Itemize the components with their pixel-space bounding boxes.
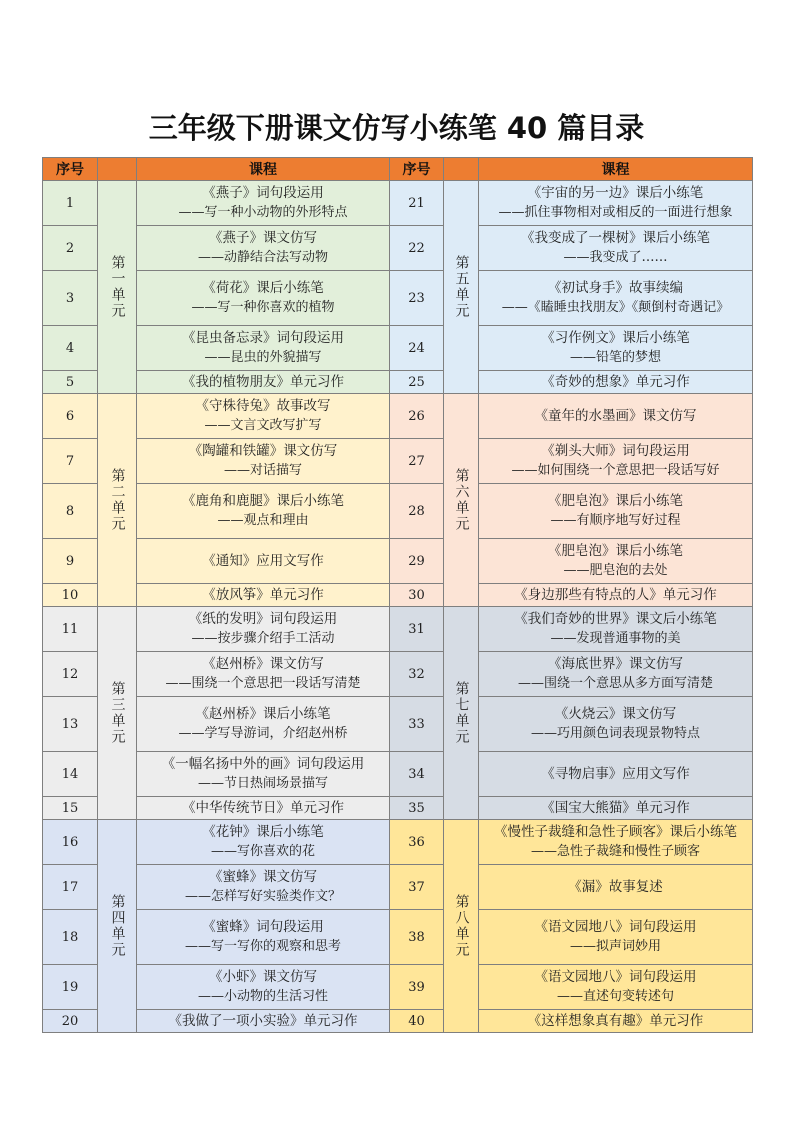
row-number: 34 xyxy=(389,751,444,797)
row-number: 4 xyxy=(42,325,98,371)
course-entry xyxy=(478,438,753,484)
course-title: 《守株待兔》故事改写 xyxy=(195,398,331,414)
course-title: 《宇宙的另一边》课后小练笔 xyxy=(527,185,704,201)
course-title: 《赵州桥》课后小练笔 xyxy=(195,706,331,722)
course-title: 《蜜蜂》课文仿写 xyxy=(209,869,317,885)
course-subtitle: ——写一写你的观察和思考 xyxy=(184,939,341,954)
row-number: 26 xyxy=(389,393,444,439)
course-subtitle: ——对话描写 xyxy=(223,463,302,478)
course-title: 《肥皂泡》课后小练笔 xyxy=(548,493,683,509)
row-number: 18 xyxy=(42,909,98,965)
header-course-right: 课程 xyxy=(478,157,753,181)
course-title: 《火烧云》课文仿写 xyxy=(554,706,677,722)
course-title: 《习作例文》课后小练笔 xyxy=(541,330,690,346)
row-number: 16 xyxy=(42,819,98,865)
course-entry xyxy=(136,864,390,910)
course-subtitle: ——《瞌睡虫找朋友》《颠倒村奇遇记》 xyxy=(501,300,730,315)
course-subtitle: ——写一种你喜欢的植物 xyxy=(191,300,335,315)
unit-label xyxy=(443,393,479,607)
course-entry xyxy=(136,1009,390,1033)
course-subtitle: ——铅笔的梦想 xyxy=(569,350,661,365)
row-number: 13 xyxy=(42,696,98,752)
course-entry xyxy=(478,909,753,965)
row-number: 19 xyxy=(42,964,98,1010)
course-title: 《昆虫备忘录》词句段运用 xyxy=(182,330,344,346)
page-title: 三年级下册课文仿写小练笔 40 篇目录 xyxy=(148,111,645,145)
course-entry xyxy=(136,651,390,697)
row-number: 31 xyxy=(389,606,444,652)
course-subtitle: ——怎样写好实验类作文？ xyxy=(184,889,341,904)
course-entry xyxy=(136,393,390,439)
row-number: 33 xyxy=(389,696,444,752)
course-entry xyxy=(136,909,390,965)
row-number: 37 xyxy=(389,864,444,910)
row-number: 6 xyxy=(42,393,98,439)
course-subtitle: ——围绕一个意思把一段话写清楚 xyxy=(165,676,361,691)
course-title: 《漏》故事复述 xyxy=(568,879,663,895)
course-subtitle: ——节日热闹场景描写 xyxy=(197,776,328,791)
course-title: 《赵州桥》课文仿写 xyxy=(202,656,324,672)
row-number: 39 xyxy=(389,964,444,1010)
row-number: 27 xyxy=(389,438,444,484)
unit-label xyxy=(443,180,479,394)
course-entry xyxy=(136,270,390,326)
course-entry xyxy=(478,180,753,226)
row-number: 32 xyxy=(389,651,444,697)
course-entry xyxy=(478,393,753,439)
toc-table xyxy=(42,157,752,1029)
header-unit-right xyxy=(443,157,479,181)
unit-label-text: 第八单元 xyxy=(453,894,470,958)
row-number: 25 xyxy=(389,370,444,394)
row-number: 24 xyxy=(389,325,444,371)
course-entry xyxy=(136,964,390,1010)
course-title: 《剃头大师》词句段运用 xyxy=(541,443,690,459)
course-entry xyxy=(478,651,753,697)
course-subtitle: ——肥皂泡的去处 xyxy=(563,563,668,578)
course-title: 《鹿角和鹿腿》课后小练笔 xyxy=(182,493,344,509)
course-subtitle: ——写一种小动物的外形特点 xyxy=(178,205,348,220)
course-subtitle: ——急性子裁缝和慢性子顾客 xyxy=(530,844,700,859)
unit-label-text: 第六单元 xyxy=(453,468,470,532)
unit-label-text: 第四单元 xyxy=(109,894,126,958)
course-entry xyxy=(478,225,753,271)
course-entry xyxy=(478,270,753,326)
unit-label xyxy=(97,819,137,1033)
row-number: 11 xyxy=(42,606,98,652)
course-title: 《我的植物朋友》单元习作 xyxy=(182,374,344,390)
course-subtitle: ——学写导游词，介绍赵州桥 xyxy=(178,726,348,741)
course-title: 《小虾》课文仿写 xyxy=(209,969,317,985)
row-number: 20 xyxy=(42,1009,98,1033)
row-number: 29 xyxy=(389,538,444,584)
course-title: 《我们奇妙的世界》课文后小练笔 xyxy=(514,611,717,627)
course-title: 《荷花》课后小练笔 xyxy=(202,280,324,296)
course-title: 《花钟》课后小练笔 xyxy=(202,824,324,840)
course-subtitle: ——昆虫的外貌描写 xyxy=(204,350,322,365)
course-entry xyxy=(478,864,753,910)
row-number: 8 xyxy=(42,483,98,539)
unit-label-text: 第五单元 xyxy=(453,255,470,319)
course-entry xyxy=(478,483,753,539)
unit-label-text: 第一单元 xyxy=(109,255,126,319)
course-subtitle: ——小动物的生活习性 xyxy=(197,989,328,1004)
course-entry xyxy=(478,696,753,752)
header-unit-left xyxy=(97,157,137,181)
course-subtitle: ——发现普通事物的美 xyxy=(550,631,681,646)
course-title: 《海底世界》课文仿写 xyxy=(548,656,683,672)
course-entry xyxy=(478,751,753,797)
course-title: 《通知》应用文写作 xyxy=(202,553,324,569)
course-entry xyxy=(136,483,390,539)
course-title: 《我变成了一棵树》课后小练笔 xyxy=(521,230,710,246)
course-entry xyxy=(478,538,753,584)
header-course-left: 课程 xyxy=(136,157,390,181)
course-subtitle: ——如何围绕一个意思把一段话写好 xyxy=(511,463,720,478)
course-entry xyxy=(478,370,753,394)
row-number: 10 xyxy=(42,583,98,607)
course-title: 《中华传统节日》单元习作 xyxy=(182,800,344,816)
course-title: 《纸的发明》词句段运用 xyxy=(188,611,338,627)
course-entry xyxy=(478,964,753,1010)
row-number: 7 xyxy=(42,438,98,484)
course-title: 《陶罐和铁罐》课文仿写 xyxy=(188,443,338,459)
unit-label xyxy=(443,606,479,820)
course-title: 《慢性子裁缝和急性子顾客》课后小练笔 xyxy=(494,824,737,840)
row-number: 38 xyxy=(389,909,444,965)
course-subtitle: ——观点和理由 xyxy=(217,513,309,528)
unit-label xyxy=(97,180,137,394)
unit-label-text: 第二单元 xyxy=(109,468,126,532)
course-title: 《初试身手》故事续编 xyxy=(548,280,683,296)
unit-label-text: 第七单元 xyxy=(453,681,470,745)
row-number: 5 xyxy=(42,370,98,394)
course-title: 《燕子》词句段运用 xyxy=(202,185,324,201)
course-subtitle: ——按步骤介绍手工活动 xyxy=(191,631,335,646)
unit-label xyxy=(443,819,479,1033)
course-entry xyxy=(136,180,390,226)
course-subtitle: ——巧用颜色词表现景物特点 xyxy=(530,726,700,741)
course-subtitle: ——写你喜欢的花 xyxy=(210,844,315,859)
course-title: 《身边那些有特点的人》单元习作 xyxy=(514,587,717,603)
row-number: 35 xyxy=(389,796,444,820)
course-subtitle: ——拟声词妙用 xyxy=(569,939,661,954)
course-entry xyxy=(478,325,753,371)
row-number: 15 xyxy=(42,796,98,820)
row-number: 1 xyxy=(42,180,98,226)
course-entry xyxy=(136,696,390,752)
course-title: 《奇妙的想象》单元习作 xyxy=(541,374,690,390)
row-number: 36 xyxy=(389,819,444,865)
course-entry xyxy=(136,438,390,484)
row-number: 40 xyxy=(389,1009,444,1033)
course-title: 《一幅名扬中外的画》词句段运用 xyxy=(161,756,365,772)
course-subtitle: ——有顺序地写好过程 xyxy=(550,513,681,528)
course-title: 《语文园地八》词句段运用 xyxy=(534,919,697,935)
course-entry xyxy=(136,583,390,607)
course-entry xyxy=(478,1009,753,1033)
course-entry xyxy=(136,751,390,797)
course-title: 《语文园地八》词句段运用 xyxy=(534,969,697,985)
row-number: 14 xyxy=(42,751,98,797)
course-entry xyxy=(136,538,390,584)
course-title: 《国宝大熊猫》单元习作 xyxy=(541,800,690,816)
row-number: 28 xyxy=(389,483,444,539)
unit-label xyxy=(97,393,137,607)
course-entry xyxy=(136,370,390,394)
row-number: 9 xyxy=(42,538,98,584)
course-title: 《放风筝》单元习作 xyxy=(202,587,324,603)
course-subtitle: ——动静结合法写动物 xyxy=(197,250,328,265)
course-title: 《寻物启事》应用文写作 xyxy=(541,766,690,782)
course-title: 《燕子》课文仿写 xyxy=(209,230,317,246)
course-subtitle: ——文言文改写扩写 xyxy=(204,418,322,433)
row-number: 2 xyxy=(42,225,98,271)
unit-label xyxy=(97,606,137,820)
course-title: 《肥皂泡》课后小练笔 xyxy=(548,543,683,559)
course-subtitle: ——围绕一个意思从多方面写清楚 xyxy=(517,676,713,691)
row-number: 23 xyxy=(389,270,444,326)
row-number: 30 xyxy=(389,583,444,607)
course-entry xyxy=(136,325,390,371)
course-subtitle: ——抓住事物相对或相反的一面进行想象 xyxy=(498,205,733,220)
row-number: 17 xyxy=(42,864,98,910)
course-entry xyxy=(478,583,753,607)
course-entry xyxy=(478,819,753,865)
row-number: 21 xyxy=(389,180,444,226)
course-title: 《我做了一项小实验》单元习作 xyxy=(168,1013,358,1029)
course-entry xyxy=(136,819,390,865)
row-number: 12 xyxy=(42,651,98,697)
header-num-left: 序号 xyxy=(42,157,98,181)
course-entry xyxy=(478,796,753,820)
course-subtitle: ——直述句变转述句 xyxy=(556,989,674,1004)
course-entry xyxy=(136,796,390,820)
course-subtitle: ——我变成了…… xyxy=(563,250,668,265)
course-entry xyxy=(478,606,753,652)
course-entry xyxy=(136,225,390,271)
course-title: 《这样想象真有趣》单元习作 xyxy=(527,1013,704,1029)
row-number: 22 xyxy=(389,225,444,271)
unit-label-text: 第三单元 xyxy=(109,681,126,745)
header-num-right: 序号 xyxy=(389,157,444,181)
course-title: 《蜜蜂》词句段运用 xyxy=(202,919,324,935)
course-entry xyxy=(136,606,390,652)
row-number: 3 xyxy=(42,270,98,326)
course-title: 《童年的水墨画》课文仿写 xyxy=(534,408,697,424)
